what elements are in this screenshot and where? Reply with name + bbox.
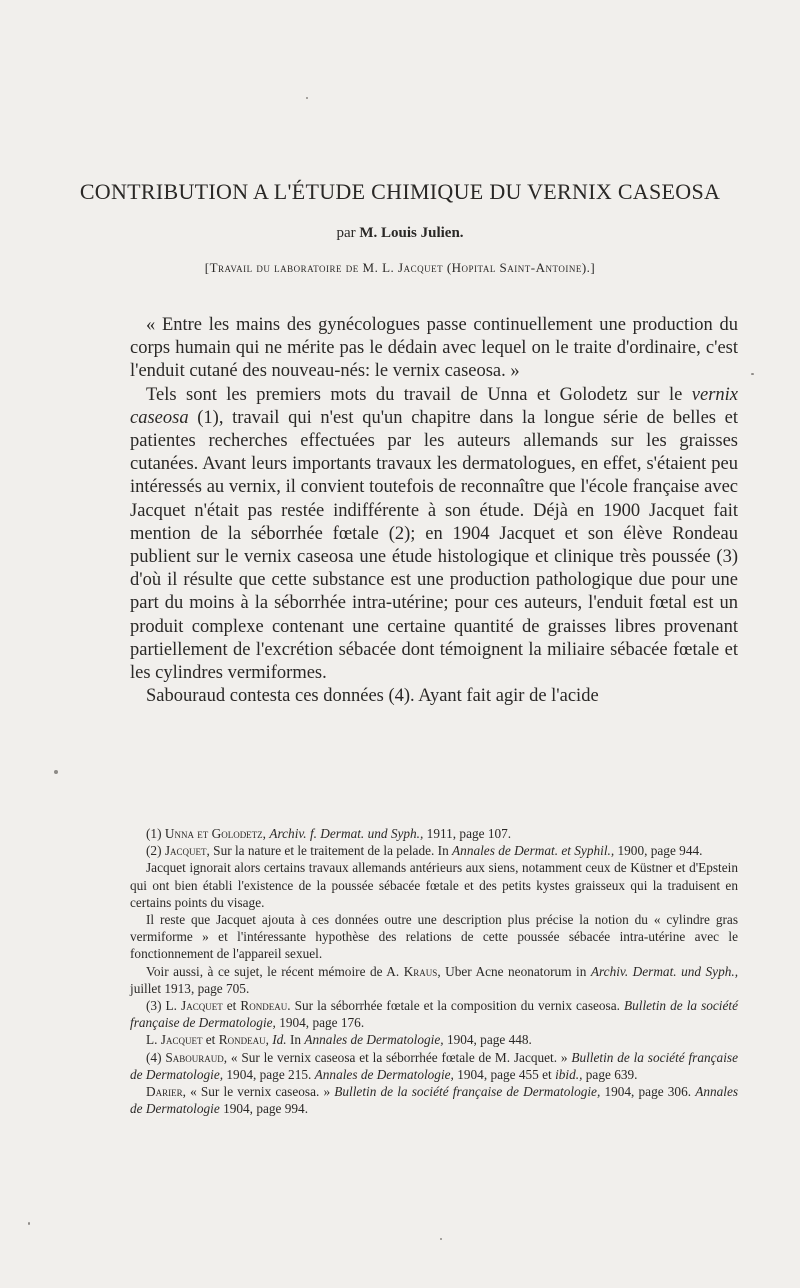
paper-speck <box>54 770 58 774</box>
journal-ref: Bulletin de la société française de Dermatologie, <box>130 1049 738 1082</box>
author-ref: Sabouraud, <box>165 1049 228 1065</box>
author-ref: Kraus, <box>403 963 441 979</box>
title-ref: Sur la séborrhée fœtale et la composition du vernix caseosa. <box>294 998 620 1014</box>
paper-speck <box>306 97 308 99</box>
journal-ref: Archiv. f. Dermat. und Syph., <box>269 826 424 841</box>
article-body <box>130 314 738 708</box>
footnote-4 <box>130 1049 738 1083</box>
ibid-ref: ibid., <box>555 1066 583 1082</box>
note-text: Voir aussi, à ce sujet, le récent mémoire de A. <box>146 963 400 979</box>
page-ref: page 639. <box>585 1066 638 1082</box>
page-ref: 1911, page 107. <box>426 826 512 841</box>
byline <box>0 223 800 243</box>
author-ref: Darier, <box>146 1084 186 1100</box>
author-ref: Rondeau. <box>240 998 291 1014</box>
journal-ref: Bulletin de la société française de Dermatologie, <box>130 998 738 1031</box>
author-ref: Unna et Golodetz, <box>164 826 267 841</box>
author-ref: Rondeau, <box>218 1032 269 1048</box>
footnote-2-comment-1: Jacquet ignorait alors certains travaux allemands antérieurs aux siens, notamment ceux de Küstner et d'Epstein qui ont bien établi l'existence de la poussée sébacée fœtale et des petits kystes graisseux qui la traduisent en certains points du visage. <box>130 860 738 910</box>
journal-ref: Annales de Dermatologie, <box>314 1066 454 1082</box>
paragraph-intro <box>130 384 738 686</box>
page-ref: 1904, page 994. <box>223 1101 309 1117</box>
conjunction: et <box>202 1032 219 1048</box>
footnote-number: (3) L. <box>146 998 182 1014</box>
page-ref: 1904, page 215. <box>226 1066 312 1082</box>
page-ref: 1904, page 306. <box>604 1084 692 1100</box>
page-ref: 1904, page 455 et <box>457 1066 552 1082</box>
footnote-3 <box>130 997 738 1031</box>
journal-ref: Annales de Dermatologie, <box>304 1032 444 1048</box>
page-ref: 1900, page 944. <box>617 843 703 859</box>
initial: L. <box>146 1032 161 1048</box>
page-ref: 1904, page 448. <box>446 1032 532 1048</box>
author-ref: Jacquet <box>181 998 223 1014</box>
paragraph-sabouraud: Sabouraud contesta ces données (4). Ayant fait agir de l'acide <box>146 686 599 707</box>
title-ref: « Sur le vernix caseosa. » <box>190 1084 331 1100</box>
footnote-2-comment-3 <box>130 963 738 997</box>
footnote-number: (1) <box>146 826 165 841</box>
journal-ref: Archiv. Dermat. und Syph., <box>590 963 739 979</box>
footnote-2 <box>130 842 738 859</box>
footnote-4-continued <box>130 1083 738 1117</box>
footnote-number: (4) <box>146 1049 166 1065</box>
page-ref: 1904, page 176. <box>279 1015 365 1031</box>
title-ref: Sur la nature et le traitement de la pelade. In <box>213 843 449 859</box>
journal-ref: Bulletin de la société française de Dermatologie, <box>334 1084 601 1100</box>
footnote-number: (2) <box>146 843 165 859</box>
journal-ref: Annales de Dermatologie <box>130 1084 739 1117</box>
italic-term: vernix caseosa <box>130 384 739 428</box>
page-ref: juillet 1913, page 705. <box>130 980 250 996</box>
title-ref: Uber Acne neonatorum in <box>445 963 587 979</box>
author-name: M. Louis Julien. <box>359 225 464 241</box>
journal-ref: Annales de Dermat. et Syphil., <box>452 843 615 859</box>
footnotes <box>130 825 738 1117</box>
paragraph-intro-start: Tels sont les premiers mots du travail de Unna et Golodetz sur le <box>146 384 683 405</box>
paper-speck <box>28 1222 30 1225</box>
footnote-3-continued <box>130 1031 738 1048</box>
laboratory-note: [Travail du laboratoire de M. L. Jacquet (Hopital Saint-Antoine).] <box>204 260 596 275</box>
ibid-ref: Id. <box>272 1032 287 1048</box>
byline-prefix: par <box>336 225 356 241</box>
paragraph-intro-rest: (1), travail qui n'est qu'un chapitre dans la longue série de belles et patientes recherches effectuées par les auteurs allemands sur les graisses cutanées. Avant leurs importants travaux les dermatologues, en effet, s'étaient peu intéressés au vernix, il convient toutefois de reconnaître que l'école française avec Jacquet n'était pas restée indifférente à son étude. Déjà en 1900 Jacquet fait mention de la séborrhée fœtale (2); en 1904 Jacquet et son élève Rondeau publient sur le vernix caseosa une étude histologique et clinique très poussée (3) d'où il résulte que cette substance est une production pathologique due pour une part du moins à la séborrhée intra-utérine; pour ces auteurs, l'enduit fœtal est un produit complexe contenant une certaine quantité de graisses libres provenant partiellement de l'excrétion sébacée dont témoignent la miliaire sébacée fœtale et les cylindres vermiformes. <box>130 407 739 684</box>
preposition: In <box>289 1032 302 1048</box>
footnote-2-comment-2: Il reste que Jacquet ajouta à ces données outre une description plus précise la notion du « cylindre gras vermiforme » et l'intéressante hypothèse des relations de cette poussée sébacée intra-utérine avec le fonctionnement de l'appareil sexuel. <box>130 912 738 962</box>
author-ref: Jacquet <box>160 1032 203 1048</box>
paragraph-quote: « Entre les mains des gynécologues passe continuellement une production du corps humain qui ne mérite pas le dédain avec lequel on le traite d'ordinaire, c'est l'enduit cutané des nouveau-nés: le vernix caseosa. » <box>130 315 738 382</box>
title-ref: « Sur le vernix caseosa et la séborrhée fœtale de M. Jacquet. » <box>230 1049 568 1065</box>
article-title: CONTRIBUTION A L'ÉTUDE CHIMIQUE DU VERNIX CASEOSA <box>79 179 721 204</box>
paper-speck <box>440 1238 442 1240</box>
conjunction: et <box>222 998 241 1014</box>
author-ref: Jacquet, <box>164 843 210 859</box>
footnote-1 <box>130 825 738 842</box>
paper-speck <box>751 373 754 375</box>
